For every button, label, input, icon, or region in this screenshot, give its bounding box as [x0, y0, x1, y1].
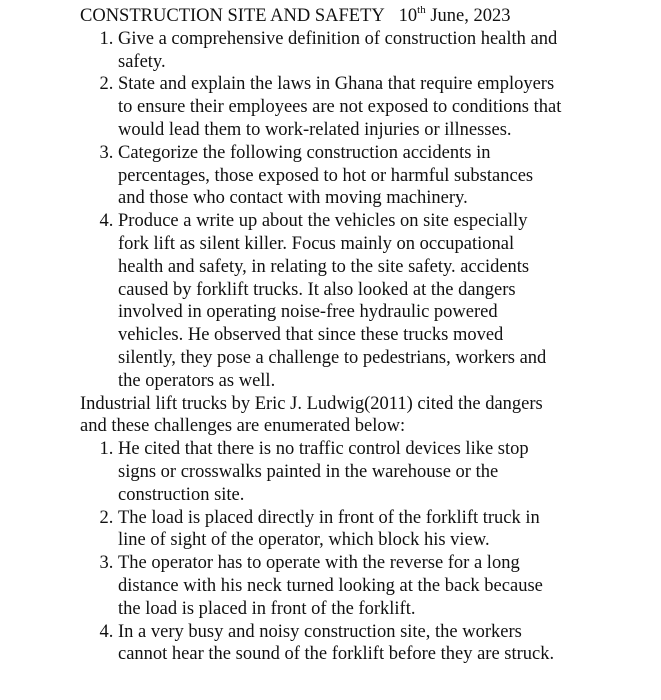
questions-item	[118, 28, 655, 74]
questions-item-line: vehicles. He observed that since these trucks moved	[118, 325, 504, 346]
questions-item-line: safety.	[118, 51, 166, 72]
questions-item-line: and those who contact with moving machinery.	[118, 188, 468, 209]
intro-paragraph	[80, 393, 655, 439]
heading-title: CONSTRUCTION SITE AND SAFETY	[80, 6, 385, 26]
questions-item-line: percentages, those exposed to hot or harmful substances	[118, 165, 534, 186]
intro-line: and these challenges are enumerated below:	[80, 416, 406, 437]
challenges-item-line: The operator has to operate with the reverse for a long	[118, 553, 520, 574]
challenges-item-line: the load is placed in front of the forklift.	[118, 598, 416, 619]
challenges-item	[118, 621, 655, 667]
questions-list	[80, 28, 655, 393]
challenges-item	[118, 507, 655, 553]
challenges-item-line: The load is placed directly in front of the forklift truck in	[118, 507, 540, 528]
questions-item-line: involved in operating noise-free hydraulic powered	[118, 302, 498, 323]
questions-item-line: Categorize the following construction accidents in	[118, 142, 491, 163]
challenges-item-line: construction site.	[118, 484, 245, 505]
questions-item-line: caused by forklift trucks. It also looked at the dangers	[118, 279, 516, 300]
intro-line: Industrial lift trucks by Eric J. Ludwig(2011) cited the dangers	[80, 393, 543, 414]
questions-item	[118, 73, 655, 141]
challenges-item-line: distance with his neck turned looking at the back because	[118, 575, 543, 596]
questions-item-line: State and explain the laws in Ghana that require employers	[118, 74, 555, 95]
challenges-list	[80, 438, 655, 666]
questions-item-line: health and safety, in relating to the site safety. accidents	[118, 256, 530, 277]
heading-date-rest: June, 2023	[430, 6, 511, 26]
questions-item-line: silently, they pose a challenge to pedestrians, workers and	[118, 347, 547, 368]
heading-date-suffix: th	[417, 3, 426, 16]
questions-item	[118, 210, 655, 392]
questions-item-line: would lead them to work-related injuries or illnesses.	[118, 119, 512, 140]
document-page	[80, 5, 655, 666]
challenges-item	[118, 552, 655, 620]
questions-item-line: Give a comprehensive definition of construction health and	[118, 28, 558, 49]
questions-item	[118, 142, 655, 210]
heading-date-day: 10	[398, 6, 418, 26]
questions-item-line: fork lift as silent killer. Focus mainly on occupational	[118, 233, 515, 254]
questions-item-line: to ensure their employees are not exposed to conditions that	[118, 97, 562, 118]
document-heading	[80, 5, 655, 28]
challenges-item	[118, 438, 655, 506]
challenges-item-line: line of sight of the operator, which block his view.	[118, 530, 490, 551]
questions-item-line: the operators as well.	[118, 370, 276, 391]
challenges-item-line: cannot hear the sound of the forklift before they are struck.	[118, 644, 555, 665]
challenges-item-line: signs or crosswalks painted in the warehouse or the	[118, 461, 499, 482]
challenges-item-line: He cited that there is no traffic control devices like stop	[118, 439, 529, 460]
challenges-item-line: In a very busy and noisy construction site, the workers	[118, 621, 522, 642]
questions-item-line: Produce a write up about the vehicles on site especially	[118, 211, 528, 232]
